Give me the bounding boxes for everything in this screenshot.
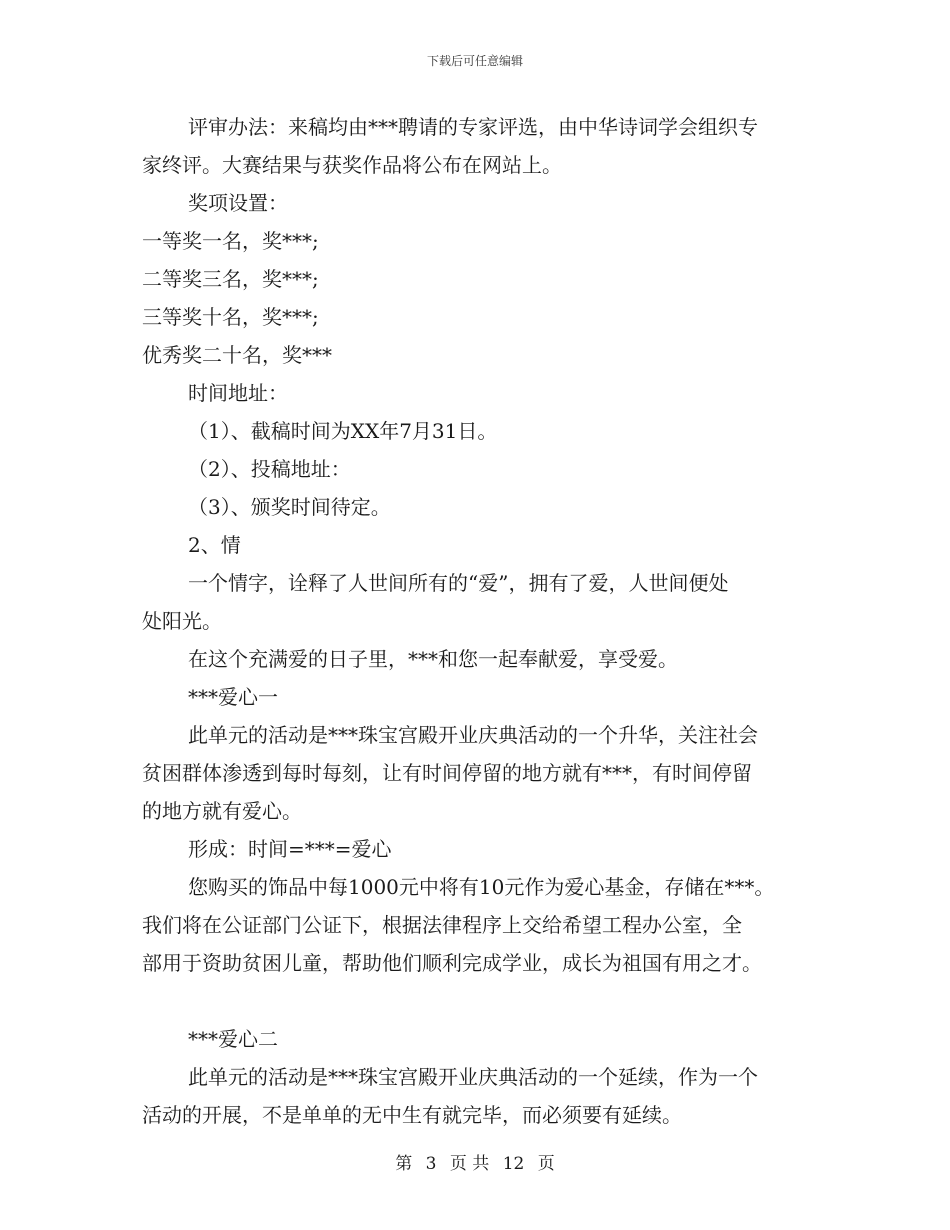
page-header: 下载后可任意编辑 (426, 54, 523, 68)
document-body (142, 108, 812, 1134)
paragraph-line: 此单元的活动是***珠宝宫殿开业庆典活动的一个延续，作为一个 (188, 1065, 758, 1089)
paragraph-line: 评审办法：来稿均由***聘请的专家评选，由中华诗词学会组织专 (188, 115, 758, 139)
blank-line (142, 982, 812, 1020)
paragraph-line: 2、情 (188, 533, 241, 557)
page-footer (0, 1152, 950, 1176)
paragraph-line: ***爱心二 (188, 1027, 278, 1051)
footer-prefix: 第 (395, 1154, 413, 1174)
paragraph-line: 贫困群体渗透到每时每刻，让有时间停留的地方就有***，有时间停留 (142, 761, 752, 785)
paragraph-line: 优秀奖二十名，奖*** (142, 343, 332, 367)
paragraph-line: 形成：时间=***=爱心 (188, 837, 392, 861)
paragraph-line: 一等奖一名，奖***; (142, 229, 319, 253)
footer-suffix: 页 (537, 1154, 555, 1174)
paragraph-line: （2）、投稿地址： (188, 457, 351, 481)
paragraph-line: 家终评。大赛结果与获奖作品将公布在网站上。 (142, 153, 562, 177)
paragraph-line: 二等奖三名，奖***; (142, 267, 319, 291)
paragraph-line: 一个情字，诠释了人世间所有的“爱”，拥有了爱，人世间便处 (188, 571, 729, 595)
footer-total-pages: 12 (502, 1154, 525, 1174)
paragraph-line: 时间地址： (188, 381, 288, 405)
paragraph-line: 在这个充满爱的日子里，***和您一起奉献爱，享受爱。 (188, 647, 678, 671)
paragraph-line: 三等奖十名，奖***; (142, 305, 319, 329)
paragraph-line: （1）、截稿时间为XX年7月31日。 (188, 419, 498, 443)
paragraph-line: 我们将在公证部门公证下，根据法律程序上交给希望工程办公室，全 (142, 913, 742, 937)
paragraph-line: 奖项设置： (188, 191, 288, 215)
footer-page-number: 3 (425, 1154, 437, 1174)
paragraph-line: ***爱心一 (188, 685, 278, 709)
paragraph-line: 您购买的饰品中每1000元中将有10元作为爱心基金，存储在***。 (188, 875, 775, 899)
paragraph-line: 处阳光。 (142, 609, 222, 633)
paragraph-line: 部用于资助贫困儿童，帮助他们顺利完成学业，成长为祖国有用之才。 (142, 951, 762, 975)
paragraph-line: 活动的开展，不是单单的无中生有就完毕，而必须要有延续。 (142, 1103, 682, 1127)
paragraph-line: （3）、颁奖时间待定。 (188, 495, 391, 519)
paragraph-line: 此单元的活动是***珠宝宫殿开业庆典活动的一个升华，关注社会 (188, 723, 758, 747)
paragraph-line: 的地方就有爱心。 (142, 799, 302, 823)
footer-middle: 页 共 (449, 1154, 490, 1174)
